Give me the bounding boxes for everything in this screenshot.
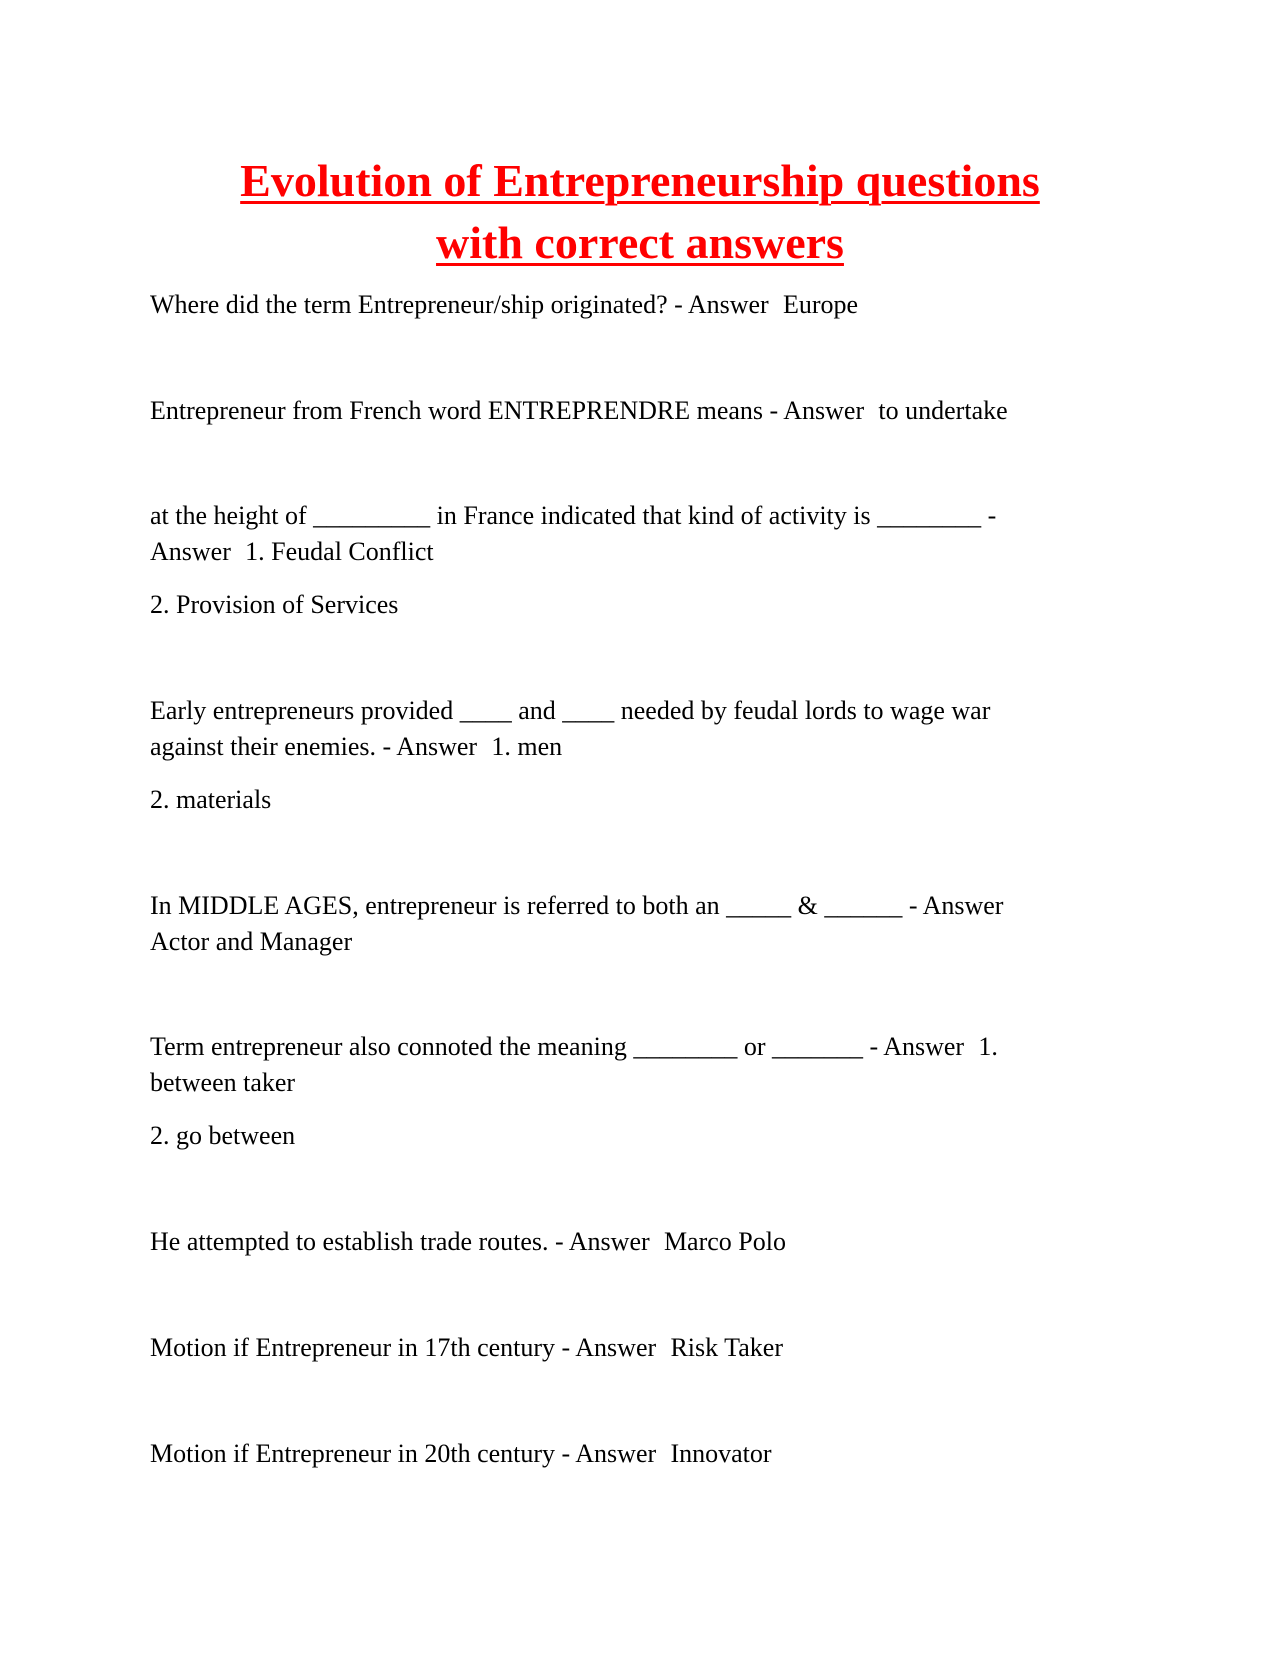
qa-6-answer-item-1-start: 1. (978, 1032, 998, 1061)
qa-7 (150, 1224, 1140, 1260)
qa-6-line-1 (150, 1029, 1140, 1065)
qa-2 (150, 393, 1140, 429)
qa-1-question: Where did the term Entrepreneur/ship originated? - Answer (150, 290, 769, 319)
qa-4-question-line-2: against their enemies. - Answer (150, 732, 478, 761)
document-title-line-2: with correct answers (436, 217, 844, 268)
document-title-line-1: Evolution of Entrepreneurship questions (240, 155, 1040, 206)
qa-9-answer: Innovator (670, 1439, 772, 1468)
qa-4-answer-item-1: 1. men (491, 732, 563, 761)
qa-6-answer-item-2: 2. go between (150, 1121, 296, 1150)
qa-1-answer: Europe (783, 290, 859, 319)
qa-3-line-2 (150, 534, 1140, 570)
qa-9 (150, 1436, 1140, 1472)
qa-3-answer-item-2: 2. Provision of Services (150, 590, 399, 619)
qa-6-answer-item-1-end: between taker (150, 1068, 296, 1097)
qa-3-question-line-2: Answer (150, 537, 231, 566)
qa-4-answer-item-2: 2. materials (150, 785, 272, 814)
qa-2-question: Entrepreneur from French word ENTREPRENDRE means - Answer (150, 396, 865, 425)
qa-5-question-line-1: In MIDDLE AGES, entrepreneur is referred to both an _____ & ______ - Answer (150, 891, 1004, 920)
qa-4-line-2 (150, 729, 1140, 765)
qa-3-answer-item-1: 1. Feudal Conflict (245, 537, 434, 566)
qa-1 (150, 287, 1140, 323)
qa-5-answer: Actor and Manager (150, 927, 353, 956)
qa-8 (150, 1330, 1140, 1366)
qa-4-question-line-1: Early entrepreneurs provided ____ and ____ needed by feudal lords to wage war (150, 696, 991, 725)
qa-2-answer: to undertake (878, 396, 1008, 425)
qa-8-answer: Risk Taker (670, 1333, 783, 1362)
qa-7-answer: Marco Polo (663, 1227, 786, 1256)
qa-3-question-line-1: at the height of _________ in France indicated that kind of activity is ________ - (150, 501, 997, 530)
qa-9-question: Motion if Entrepreneur in 20th century - Answer (150, 1439, 657, 1468)
qa-7-question: He attempted to establish trade routes. - Answer (150, 1227, 650, 1256)
qa-8-question: Motion if Entrepreneur in 17th century - Answer (150, 1333, 657, 1362)
qa-6-question: Term entrepreneur also connoted the meaning ________ or _______ - Answer (150, 1032, 965, 1061)
